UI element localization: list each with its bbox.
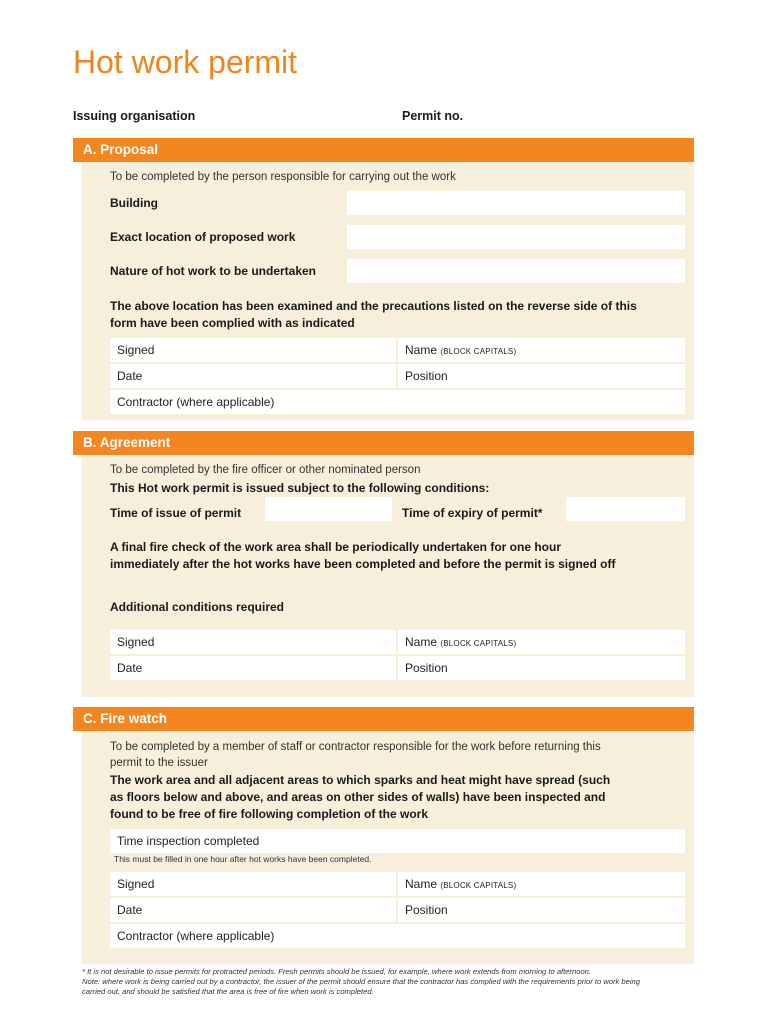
date-label: Date [117, 369, 143, 383]
section-a-signed-field[interactable] [110, 338, 396, 362]
building-label: Building [110, 196, 158, 210]
section-b-signed-field[interactable] [110, 630, 396, 654]
final-check-line2: immediately after the hot works have been completed and before the permit is signed off [110, 557, 616, 571]
location-label: Exact location of proposed work [110, 230, 296, 244]
name-label: Name [405, 343, 438, 357]
section-c-contractor-field[interactable] [110, 924, 685, 948]
footer-line3: carried out, and should be satisfied that the area is free of fire when work is completed. [82, 987, 374, 996]
nature-label: Nature of hot work to be undertaken [110, 264, 317, 278]
additional-conditions-label: Additional conditions required [110, 600, 284, 614]
block-capitals-note: (BLOCK CAPITALS) [440, 347, 517, 356]
name-label: Name [405, 877, 438, 891]
contractor-label: Contractor (where applicable) [117, 929, 275, 943]
section-a-heading: A. Proposal [73, 138, 694, 162]
section-c-statement-line3: found to be free of fire following completion of the work [110, 807, 428, 821]
position-label: Position [405, 369, 448, 383]
footer-line1: * It is not desirable to issue permits for protracted periods. Fresh permits should be issued, for example, where work extends from morning to afternoon. [82, 967, 592, 976]
section-a-statement [110, 298, 637, 332]
footer-line2: Note: where work is being carried out by a contractor, the issuer of the permit should ensure that the contractor has complied with the requirements prior to work being [82, 977, 640, 986]
contractor-label: Contractor (where applicable) [117, 395, 275, 409]
section-a-statement-line1: The above location has been examined and the precautions listed on the reverse side of this [110, 299, 637, 313]
date-label: Date [117, 661, 143, 675]
section-c-note-line1: To be completed by a member of staff or contractor responsible for the work before returning this [110, 741, 601, 753]
position-label: Position [405, 903, 448, 917]
section-a-contractor-field[interactable] [110, 390, 685, 414]
page-title: Hot work permit [73, 44, 298, 80]
section-b-heading: B. Agreement [73, 431, 694, 455]
time-issue-field[interactable] [265, 497, 392, 521]
location-field[interactable] [347, 225, 685, 249]
permit-no-label: Permit no. [402, 109, 464, 123]
nature-field[interactable] [347, 259, 685, 283]
section-c-note-line2: permit to the issuer [110, 757, 208, 769]
issuing-organisation-label: Issuing organisation [73, 109, 196, 123]
block-capitals-note: (BLOCK CAPITALS) [440, 639, 517, 648]
section-c-statement-line1: The work area and all adjacent areas to which sparks and heat might have spread (such [110, 773, 611, 787]
time-inspection-label: Time inspection completed [117, 834, 260, 848]
name-label: Name [405, 635, 438, 649]
time-expiry-label: Time of expiry of permit* [402, 506, 543, 520]
position-label: Position [405, 661, 448, 675]
final-check-line1: A final fire check of the work area shall be periodically undertaken for one hour [110, 540, 562, 554]
signed-label: Signed [117, 877, 155, 891]
time-expiry-field[interactable] [566, 497, 685, 521]
section-c-note [110, 739, 601, 771]
section-c-statement [110, 772, 610, 823]
footer-notes [82, 967, 694, 997]
section-a-date-field[interactable] [110, 364, 396, 388]
section-b-name-field[interactable] [398, 630, 685, 654]
section-a-note: To be completed by the person responsible for carrying out the work [110, 171, 456, 183]
time-issue-label: Time of issue of permit [110, 506, 242, 520]
section-c-position-field[interactable] [398, 898, 685, 922]
section-c-heading: C. Fire watch [73, 707, 694, 731]
final-check-statement [110, 539, 615, 573]
section-c-statement-line2: as floors below and above, and areas on other sides of walls) have been inspected and [110, 790, 606, 804]
building-field[interactable] [347, 191, 685, 215]
section-a-name-field[interactable] [398, 338, 685, 362]
signed-label: Signed [117, 343, 155, 357]
time-inspection-field[interactable] [110, 829, 685, 853]
date-label: Date [117, 903, 143, 917]
section-a-position-field[interactable] [398, 364, 685, 388]
time-inspection-note: This must be filled in one hour after hot works have been completed. [114, 854, 372, 864]
section-b-date-field[interactable] [110, 656, 396, 680]
section-c-name-field[interactable] [398, 872, 685, 896]
section-c-signed-field[interactable] [110, 872, 396, 896]
section-b-note: To be completed by the fire officer or other nominated person [110, 464, 421, 476]
block-capitals-note: (BLOCK CAPITALS) [440, 881, 517, 890]
section-a-statement-line2: form have been complied with as indicated [110, 316, 355, 330]
signed-label: Signed [117, 635, 155, 649]
section-b-conditions: This Hot work permit is issued subject to the following conditions: [110, 481, 490, 495]
section-b-position-field[interactable] [398, 656, 685, 680]
section-c-date-field[interactable] [110, 898, 396, 922]
